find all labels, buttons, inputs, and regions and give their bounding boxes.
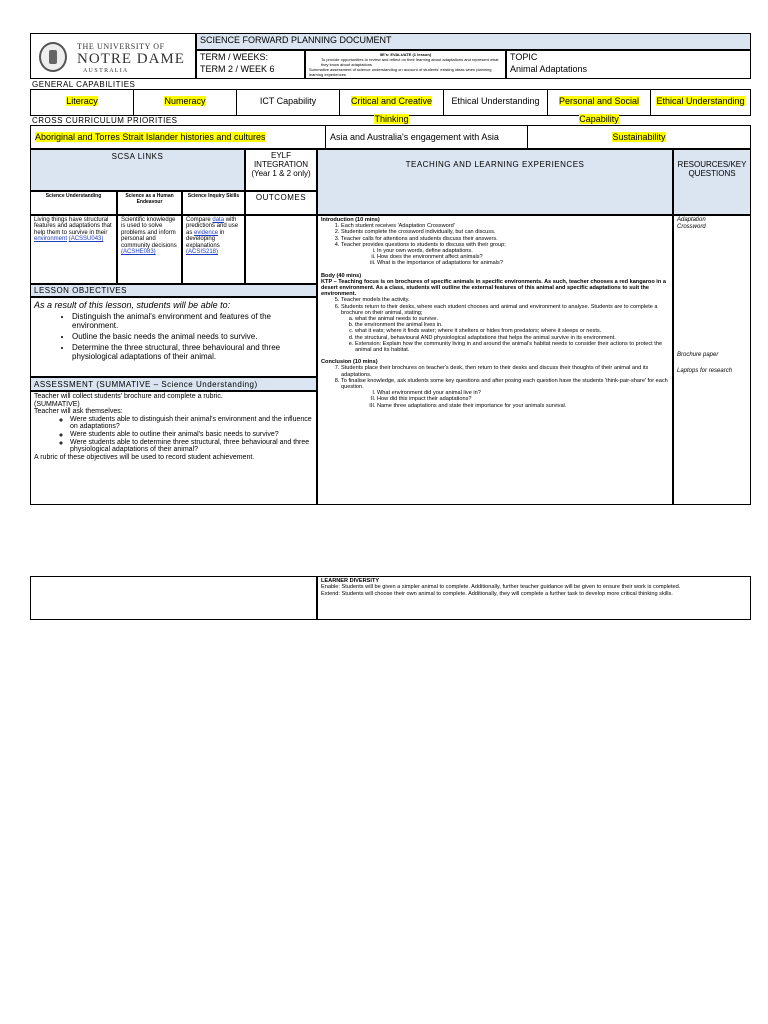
- teaching-title: TEACHING AND LEARNING EXPERIENCES: [317, 149, 673, 215]
- acssu043-link[interactable]: (ACSSU043): [68, 236, 104, 243]
- capability-literacy: Literacy: [31, 90, 134, 115]
- term-cell: [196, 50, 305, 79]
- intro-item: 3. Teacher calls for attentions and students discuss their answers.: [341, 236, 669, 242]
- intro-heading: Introduction (10 mins): [321, 217, 380, 223]
- capability-ict: ICT Capability: [237, 90, 340, 115]
- assessment-item: ◦ Were students able to determine three structural, three behavioural and three physiological adaptations of their animal?: [70, 439, 313, 454]
- diversity-left-cell: [30, 576, 317, 620]
- priority-asia: Asia and Australia's engagement with Asia: [326, 126, 528, 148]
- topic-label: TOPIC: [510, 52, 538, 62]
- diversity-extend: Extend: Students will choose their own animal to complete. Additionally, they will complete a further task to develop more critical thinking skills.: [321, 590, 673, 597]
- body-item: 5. Teacher models the activity.: [341, 297, 669, 303]
- assessment-item: ◦ Were students able to outline their animal's basic needs to survive?: [70, 431, 313, 439]
- body-list: [321, 297, 669, 353]
- university-line3: A U S T R A L I A: [83, 68, 128, 74]
- resource-crossword: Adaptation Crossword: [677, 217, 706, 230]
- intro-list: [321, 223, 669, 266]
- assessment-line2: (SUMMATIVE): [34, 400, 80, 408]
- objective-item: • Outline the basic needs the animal needs to survive.: [72, 332, 313, 341]
- scsa-col3-content: Compare data with predictions and use as evidence in developing explanations (ACSIS218): [182, 215, 245, 284]
- evidence-link[interactable]: evidence: [194, 229, 219, 236]
- assessment-content: [30, 391, 317, 505]
- university-crest-icon: [39, 42, 67, 72]
- teaching-content: [317, 215, 673, 505]
- conclusion-subitem: III. Name three adaptations and state their importance for your animals survival.: [377, 403, 669, 409]
- intro-item: 1. Each student receives 'Adaptation Crossword': [341, 223, 669, 229]
- capability-critical-creative: Critical and Creative Thinking: [340, 90, 444, 115]
- conclusion-subitem: II. How did this impact their adaptations?: [377, 396, 669, 402]
- cross-curriculum-title: CROSS CURRICULUM PRIORITIES: [32, 116, 178, 125]
- assessment-list: [34, 416, 313, 454]
- eylf-outcomes: OUTCOMES: [245, 191, 317, 215]
- objective-item: • Distinguish the animal's environment and features of the environment.: [72, 312, 313, 330]
- evaluate-note: Summative assessment of science understanding on account of students' existing ideas when planning learning experiences: [309, 67, 492, 77]
- topic-value: Animal Adaptations: [510, 64, 588, 74]
- objectives-content: [30, 297, 317, 377]
- objectives-intro: As a result of this lesson, students will be able to:: [34, 300, 231, 310]
- eylf-outcomes-content: [245, 215, 317, 284]
- scsa-links-title: SCSA LINKS: [30, 149, 245, 191]
- data-link[interactable]: data: [212, 217, 225, 223]
- assessment-item: ◦ Were students able to distinguish their animal's environment and the influence on adaptations?: [70, 416, 313, 431]
- intro-subitem: ii. How does the environment affect animals?: [377, 254, 669, 260]
- conclusion-item: 8. To finalise knowledge, ask students some key questions and after posing each question have the students 'think-pair-share' for each question. I. What environment did your animal live in? II. How did this impact their adaptations? III. Name three adaptations and state their importance for your animals survival.: [341, 378, 669, 409]
- conclusion-item: 7. Students place their brochures on teacher's desk, then return to their desks and discuss their thoughts of their animal and its adaptations.: [341, 365, 669, 377]
- header-logo-cell: [30, 33, 196, 79]
- assessment-closing: A rubric of these objectives will be used to record student achievement.: [34, 453, 255, 461]
- scsa-col1-head: Science Understanding: [30, 191, 117, 215]
- eylf-title: EYLF INTEGRATION (Year 1 & 2 only): [245, 149, 317, 191]
- objectives-list: [34, 312, 313, 361]
- capability-personal-social: Personal and Social Capability: [548, 90, 651, 115]
- body-subitem: d. the structural, behavioural AND physiological adaptations that helps the animal survive in its environment.: [355, 335, 669, 341]
- acshe083-link[interactable]: (ACSHE083): [121, 249, 156, 256]
- scsa-col1-content: Living things have structural features and adaptations that help them to survive in their environment (ACSSU043): [30, 215, 117, 284]
- diversity-enable: Enable: Students will be given a simpler animal to complete. Additionally, further teacher guidance will be given to ensure their work is completed.: [321, 584, 681, 591]
- cross-curriculum-row: [30, 125, 751, 149]
- conclusion-list: [321, 365, 669, 408]
- acsis218-link[interactable]: (ACSIS218): [186, 249, 219, 256]
- priority-aboriginal: Aboriginal and Torres Strait Islander histories and cultures: [31, 126, 326, 148]
- scsa-col2-content: Scientific knowledge is used to solve problems and inform personal and community decisions (ACSHE083): [117, 215, 182, 284]
- resources-title: RESOURCES/KEY QUESTIONS: [673, 149, 751, 215]
- assessment-line3: Teacher will ask themselves:: [34, 408, 123, 416]
- scsa-col3-head: Science Inquiry Skills: [182, 191, 245, 215]
- resources-content: [673, 215, 751, 505]
- assessment-title: ASSESSMENT (SUMMATIVE – Science Understanding): [30, 377, 317, 391]
- topic-cell: [506, 50, 751, 79]
- doc-title: SCIENCE FORWARD PLANNING DOCUMENT: [196, 33, 751, 50]
- term-value: TERM 2 / WEEK 6: [200, 64, 275, 74]
- assessment-line1: Teacher will collect students' brochure and complete a rubric.: [34, 393, 223, 400]
- body-item: 6. Students return to their desks, where each student chooses and animal and environment to analyse. Students are to complete a brochure on their animal, stating; a. what the animal needs to survive. b. the environment the animal lives in. c. what it eats; where it finds water; where it shelters or hides from predators; where it sleeps or nests. d. the structural, behavioural AND physiological adaptations that helps the animal survive in its environment. e. Extension: Explain how the community living in and around the animal's habitat needs to consider their actions to protect the animal and its habitat.: [341, 304, 669, 354]
- university-line1: THE UNIVERSITY OF: [77, 42, 165, 51]
- intro-sublist: [341, 248, 669, 267]
- evaluate-cell: [305, 50, 506, 79]
- diversity-cell: [317, 576, 751, 620]
- environment-link[interactable]: environment: [34, 236, 68, 243]
- resource-laptops: Laptops for research: [677, 368, 733, 374]
- objectives-title: LESSON OBJECTIVES: [30, 284, 317, 297]
- intro-item: 2. Students complete the crossword individually, but can discuss.: [341, 229, 669, 235]
- intro-item: 4. Teacher provides questions to students to discuss with their group; i. In your own words, define adaptations. ii. How does the environment affect animals? iii. What is the importance of adaptations for animals?: [341, 242, 669, 267]
- body-subitem: b. the environment the animal lives in.: [355, 322, 669, 328]
- conclusion-subitem: I. What environment did your animal live in?: [377, 390, 669, 396]
- capability-ethical: Ethical Understanding: [444, 90, 548, 115]
- objective-item: • Determine the three structural, three behavioural and three physiological adaptations of their animal.: [72, 343, 313, 361]
- general-capabilities-title: GENERAL CAPABILITIES: [32, 80, 136, 89]
- diversity-title: LEARNER DIVERSITY: [321, 578, 380, 584]
- term-label: TERM / WEEKS:: [200, 52, 269, 62]
- scsa-col2-head: Science as a Human Endeavour: [117, 191, 182, 215]
- body-sublist: [341, 316, 669, 353]
- evaluate-title: 5E's: EVALUATE (1 lesson): [379, 52, 432, 57]
- priority-sustainability: Sustainability: [612, 132, 666, 142]
- resource-brochure: Brochure paper: [677, 352, 719, 358]
- body-subitem: c. what it eats; where it finds water; where it shelters or hides from predators; where it sleeps or nests.: [355, 328, 669, 334]
- conclusion-sublist: [341, 390, 669, 409]
- body-subitem: a. what the animal needs to survive.: [355, 316, 669, 322]
- body-subitem: e. Extension: Explain how the community living in and around the animal's habitat needs to consider their actions to protect the animal and its habitat.: [355, 341, 669, 353]
- intro-subitem: i. In your own words, define adaptations.: [377, 248, 669, 254]
- body-heading: Body (40 mins): [321, 272, 362, 279]
- university-line2: NOTRE DAME: [77, 51, 185, 67]
- capability-ethical-2: Ethical Understanding: [656, 96, 745, 106]
- conclusion-heading: Conclusion (10 mins): [321, 359, 378, 366]
- evaluate-bullet: To provide opportunities to review and reflect on their learning about adaptations and represent what they know about adaptations: [321, 57, 499, 67]
- body-ktp: KTP – Teaching focus is on brochures of specific animals in specific environments. As such, teacher chooses a red kangaroo in a desert environment. As a class, students will outline the external features of this animal and specific adaptations to suit the environment.: [321, 278, 666, 298]
- intro-subitem: iii. What is the importance of adaptations for animals?: [377, 260, 669, 266]
- capability-numeracy: Numeracy: [134, 90, 237, 115]
